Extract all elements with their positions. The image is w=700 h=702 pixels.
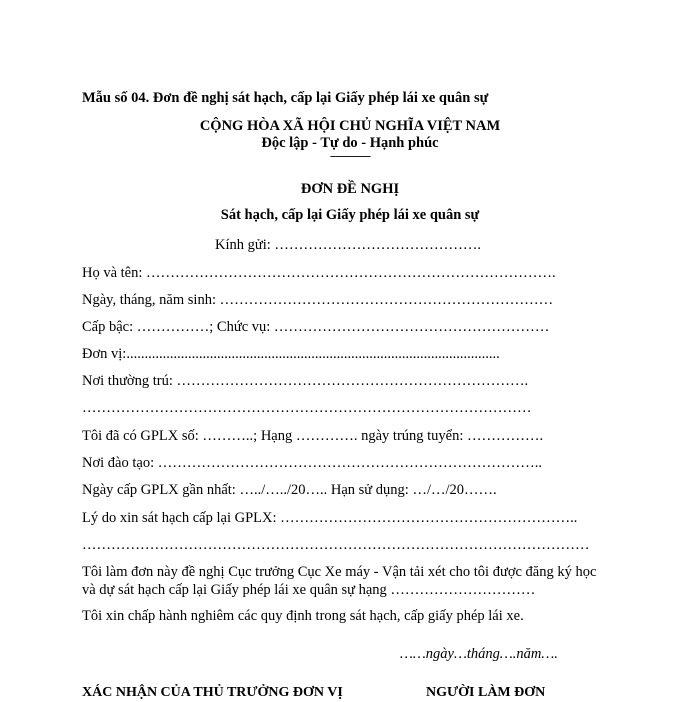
license-info-field: Tôi đã có GPLX số: ………..; Hạng …………. ngày trúng tuyển: ……………. — [82, 428, 544, 444]
document-title: ĐƠN ĐỀ NGHỊ — [300, 181, 400, 197]
document-subtitle: Sát hạch, cấp lại Giấy phép lái xe quân sự — [220, 207, 480, 223]
unit-head-confirmation-label: XÁC NHẬN CỦA THỦ TRƯỞNG ĐƠN VỊ — [82, 685, 343, 700]
motto-rule: --------------- — [330, 150, 370, 162]
commitment-line: Tôi xin chấp hành nghiêm các quy định trong sát hạch, cấp giấy phép lái xe. — [82, 608, 524, 624]
form-code: Mẫu số 04. Đơn đề nghị sát hạch, cấp lại Giấy phép lái xe quân sự — [82, 90, 489, 106]
reason-continuation: …………………………………………………………………………………………… — [82, 537, 590, 553]
date-line: ……ngày…tháng….năm…. — [400, 646, 558, 662]
issue-dates-field: Ngày cấp GPLX gần nhất: …../…../20….. Hạn sử dụng: …/…/20……. — [82, 482, 497, 498]
full-name-field: Họ và tên: …………………………………………………………………………. — [82, 265, 556, 281]
residence-field: Nơi thường trú: ………………………………………………………………. — [82, 373, 529, 389]
unit-field: Đơn vị:....................................................................................................... — [82, 346, 500, 362]
residence-continuation: ………………………………………………………………………………… — [82, 400, 532, 416]
motto: Độc lập - Tự do - Hạnh phúc — [261, 135, 439, 151]
rank-position-field: Cấp bậc: ……………; Chức vụ: ………………………………………………… — [82, 319, 550, 335]
request-line-1: Tôi làm đơn này đề nghị Cục trưởng Cục Xe máy - Vận tải xét cho tôi được đăng ký học — [82, 564, 597, 580]
training-place-field: Nơi đào tạo: …………………………………………………………………….. — [82, 455, 542, 471]
request-line-2: và dự sát hạch cấp lại Giấy phép lái xe quân sự hạng ………………………… — [82, 582, 536, 598]
addressee-line: Kính gửi: ……………………………………. — [215, 237, 482, 253]
date-of-birth-field: Ngày, tháng, năm sinh: …………………………………………………………… — [82, 292, 554, 308]
applicant-signature-label: NGƯỜI LÀM ĐƠN — [426, 685, 546, 700]
national-name: CỘNG HÒA XÃ HỘI CHỦ NGHĨA VIỆT NAM — [199, 118, 501, 134]
reason-field: Lý do xin sát hạch cấp lại GPLX: …………………………………………………….. — [82, 510, 578, 526]
